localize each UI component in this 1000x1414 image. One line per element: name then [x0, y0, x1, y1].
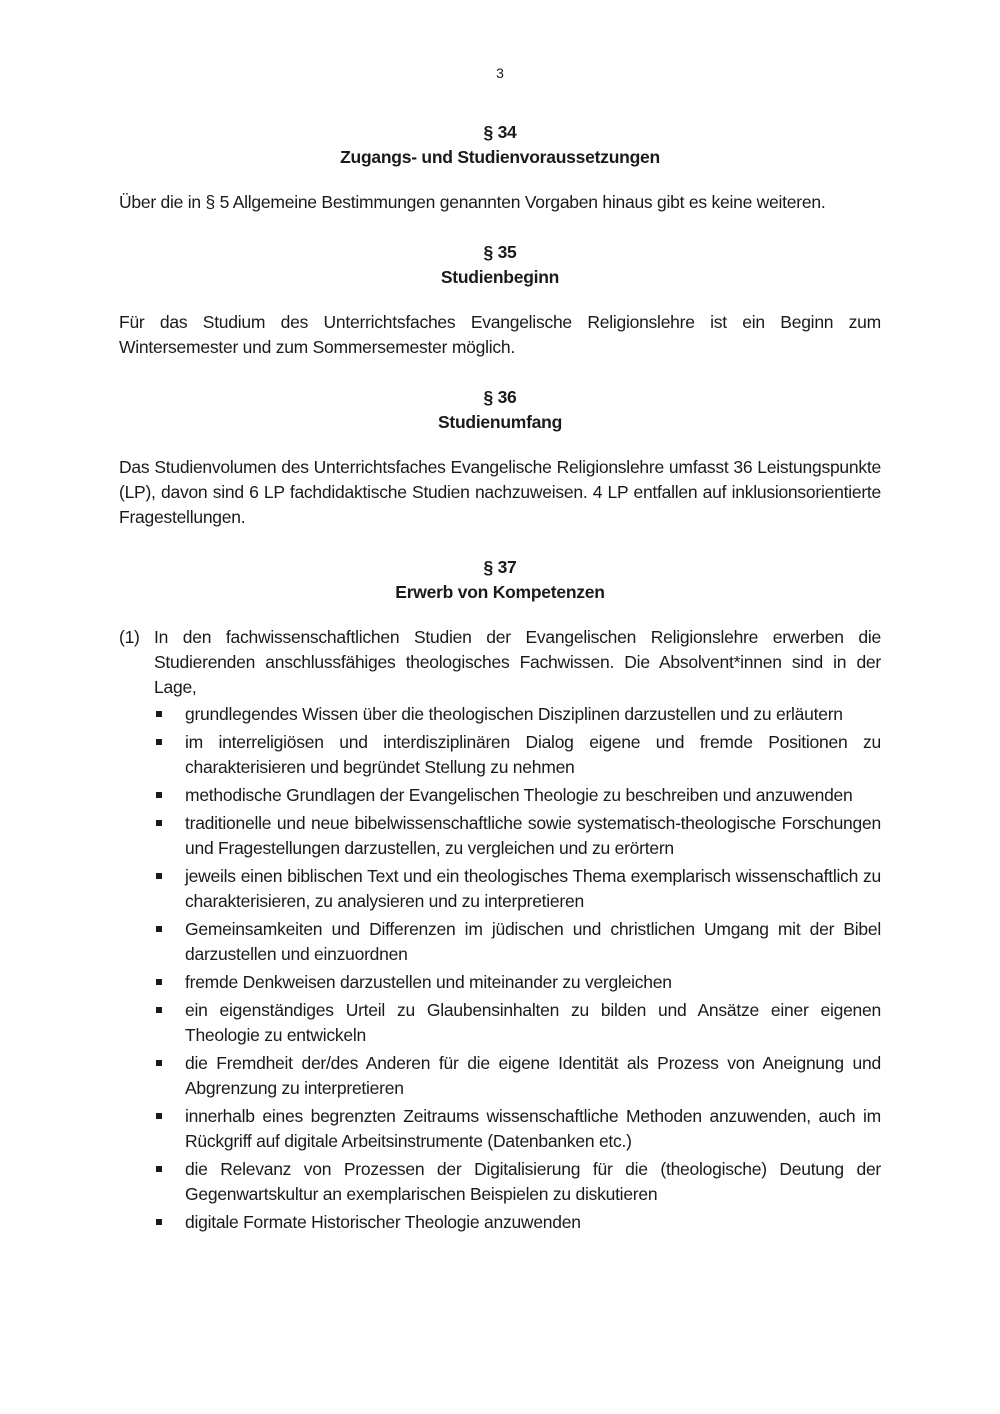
list-item-text: jeweils einen biblischen Text und ein theologisches Thema exemplarisch wissenschaftlich zu charakterisieren, zu analysieren und zu interpretieren	[185, 866, 881, 911]
list-item-text: die Fremdheit der/des Anderen für die eigene Identität als Prozess von Aneignung und Abgrenzung zu interpretieren	[185, 1053, 881, 1098]
list-item	[154, 811, 881, 861]
list-item	[154, 917, 881, 967]
square-bullet-icon	[156, 1060, 162, 1066]
numbered-paragraph	[119, 625, 881, 1235]
list-item-text: fremde Denkweisen darzustellen und miteinander zu vergleichen	[185, 972, 672, 992]
section-number: § 34	[483, 122, 517, 142]
list-item-text: innerhalb eines begrenzten Zeitraums wissenschaftliche Methoden anzuwenden, auch im Rückgriff auf digitale Arbeitsinstrumente (Datenbanken etc.)	[185, 1106, 881, 1151]
competence-list	[154, 702, 881, 1235]
square-bullet-icon	[156, 1007, 162, 1013]
document-body	[119, 120, 881, 1260]
section-heading	[119, 240, 881, 290]
paragraph: Über die in § 5 Allgemeine Bestimmungen genannten Vorgaben hinaus gibt es keine weiteren.	[119, 192, 826, 212]
section-36	[119, 385, 881, 530]
section-heading	[119, 120, 881, 170]
list-item	[154, 1157, 881, 1207]
list-item-text: methodische Grundlagen der Evangelischen Theologie zu beschreiben und anzuwenden	[185, 785, 853, 805]
list-item	[154, 998, 881, 1048]
list-item-text: ein eigenständiges Urteil zu Glaubensinhalten zu bilden und Ansätze einer eigenen Theologie zu entwickeln	[185, 1000, 881, 1045]
section-heading	[119, 385, 881, 435]
section-37	[119, 555, 881, 1235]
paragraph-number: (1)	[119, 627, 140, 647]
section-title: Studienbeginn	[440, 267, 560, 287]
list-item-text: Gemeinsamkeiten und Differenzen im jüdischen und christlichen Umgang mit der Bibel darzustellen und einzuordnen	[185, 919, 881, 964]
square-bullet-icon	[156, 979, 162, 985]
page-number: 3	[496, 65, 504, 81]
square-bullet-icon	[156, 1219, 162, 1225]
section-text	[119, 190, 881, 215]
section-title: Zugangs- und Studienvoraussetzungen	[340, 147, 660, 167]
list-item-text: im interreligiösen und interdisziplinären Dialog eigene und fremde Positionen zu charakterisieren und begründet Stellung zu nehmen	[185, 732, 881, 777]
list-item	[154, 730, 881, 780]
square-bullet-icon	[156, 792, 162, 798]
square-bullet-icon	[156, 873, 162, 879]
section-heading	[119, 555, 881, 605]
list-item-text: traditionelle und neue bibelwissenschaftliche sowie systematisch-theologische Forschungen und Fragestellungen darzustellen, zu vergleichen und zu erörtern	[185, 813, 881, 858]
list-item	[154, 970, 881, 995]
section-text	[119, 310, 881, 360]
section-title: Erwerb von Kompetenzen	[395, 582, 605, 602]
list-item	[154, 864, 881, 914]
list-item	[154, 1051, 881, 1101]
paragraph: Für das Studium des Unterrichtsfaches Evangelische Religionslehre ist ein Beginn zum Wintersemester und zum Sommersemester möglich.	[119, 312, 881, 357]
section-number: § 36	[483, 387, 517, 407]
square-bullet-icon	[156, 711, 162, 717]
section-35	[119, 240, 881, 360]
square-bullet-icon	[156, 1113, 162, 1119]
list-item	[154, 702, 881, 727]
square-bullet-icon	[156, 926, 162, 932]
section-text	[119, 455, 881, 530]
section-number: § 37	[483, 557, 517, 577]
square-bullet-icon	[156, 1166, 162, 1172]
list-item-text: digitale Formate Historischer Theologie anzuwenden	[185, 1212, 581, 1232]
list-item	[154, 1104, 881, 1154]
section-34	[119, 120, 881, 215]
square-bullet-icon	[156, 820, 162, 826]
paragraph-text: In den fachwissenschaftlichen Studien der Evangelischen Religionslehre erwerben die Studierenden anschlussfähiges theologisches Fachwissen. Die Absolvent*innen sind in der Lage,	[154, 627, 881, 697]
section-number: § 35	[483, 242, 517, 262]
square-bullet-icon	[156, 739, 162, 745]
list-item-text: grundlegendes Wissen über die theologischen Disziplinen darzustellen und zu erläutern	[185, 704, 843, 724]
section-title: Studienumfang	[437, 412, 563, 432]
list-item	[154, 783, 881, 808]
list-item-text: die Relevanz von Prozessen der Digitalisierung für die (theologische) Deutung der Gegenwartskultur an exemplarischen Beispielen zu diskutieren	[185, 1159, 881, 1204]
paragraph: Das Studienvolumen des Unterrichtsfaches Evangelische Religionslehre umfasst 36 Leistungspunkte (LP), davon sind 6 LP fachdidaktische Studien nachzuweisen. 4 LP entfallen auf inklusionsorientierte Fragestellungen.	[119, 457, 881, 527]
list-item	[154, 1210, 881, 1235]
